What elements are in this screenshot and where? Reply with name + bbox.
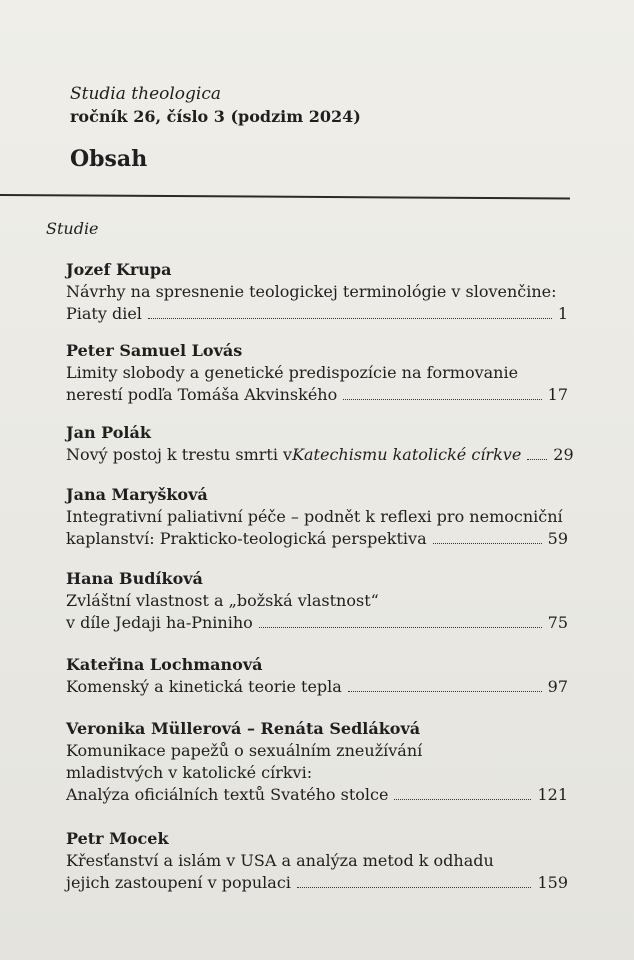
toc-entry[interactable] bbox=[66, 484, 568, 550]
dot-leader bbox=[527, 459, 547, 460]
dot-leader bbox=[259, 627, 542, 628]
dot-leader bbox=[148, 318, 552, 319]
entry-title-last bbox=[66, 303, 568, 325]
toc-entry[interactable] bbox=[66, 422, 574, 466]
toc-entry[interactable] bbox=[66, 654, 568, 698]
entry-title-text: Analýza oficiálních textů Svatého stolce bbox=[66, 785, 389, 804]
entry-title-line: Zvláštní vlastnost a „božská vlastnost“ bbox=[66, 591, 379, 610]
entry-page-number: 75 bbox=[547, 613, 568, 632]
entry-title-text: jejich zastoupení v populaci bbox=[66, 873, 291, 892]
entry-author: Jan Polák bbox=[66, 423, 151, 442]
entry-title-line: Limity slobody a genetické predispozície na formovanie bbox=[66, 363, 519, 382]
entry-page-number: 17 bbox=[547, 385, 568, 404]
toc-entry[interactable] bbox=[66, 718, 568, 806]
entry-author: Veronika Müllerová – Renáta Sedláková bbox=[66, 719, 421, 738]
entry-title-last bbox=[66, 384, 568, 406]
dot-leader bbox=[433, 543, 542, 544]
entry-page-number: 59 bbox=[547, 529, 568, 548]
entry-author: Jana Maryšková bbox=[66, 485, 208, 504]
toc-entry[interactable] bbox=[66, 340, 568, 406]
entry-title-last bbox=[66, 676, 568, 698]
issue-info: ročník 26, číslo 3 (podzim 2024) bbox=[70, 107, 361, 126]
entry-title-text: nerestí podľa Tomáša Akvinského bbox=[66, 385, 338, 404]
entry-author: Peter Samuel Lovás bbox=[66, 341, 243, 360]
entry-title-last bbox=[66, 612, 568, 634]
dot-leader bbox=[343, 399, 541, 400]
entry-title-text: kaplanství: Prakticko-teologická perspektiva bbox=[66, 529, 427, 548]
toc-entry[interactable] bbox=[66, 828, 568, 894]
entry-title-line: Návrhy na spresnenie teologickej terminológie v slovenčine: bbox=[66, 282, 557, 301]
entry-title-line: mladistvých v katolické církvi: bbox=[66, 763, 313, 782]
entry-page-number: 121 bbox=[537, 785, 568, 804]
section-heading: Studie bbox=[46, 219, 99, 238]
entry-title-text: Komenský a kinetická teorie tepla bbox=[66, 677, 342, 696]
entry-title-last bbox=[66, 872, 568, 894]
toc-entry[interactable] bbox=[66, 259, 568, 325]
journal-title: Studia theologica bbox=[70, 84, 222, 104]
toc-entry[interactable] bbox=[66, 568, 568, 634]
entry-author: Petr Mocek bbox=[66, 829, 169, 848]
contents-heading: Obsah bbox=[70, 146, 148, 172]
dot-leader bbox=[297, 887, 532, 888]
entry-page-number: 97 bbox=[547, 677, 568, 696]
entry-author: Jozef Krupa bbox=[66, 260, 172, 279]
entry-title-text: Piaty diel bbox=[66, 304, 142, 323]
entry-title-text: v díle Jedaji ha-Pniniho bbox=[66, 613, 253, 632]
entry-page-number: 29 bbox=[553, 445, 574, 464]
entry-title-line: Integrativní paliativní péče – podnět k reflexi pro nemocniční bbox=[66, 507, 563, 526]
entry-title-italic: Katechismu katolické církve bbox=[292, 445, 522, 464]
entry-title-last bbox=[66, 528, 568, 550]
dot-leader bbox=[394, 799, 531, 800]
divider bbox=[0, 194, 570, 199]
dot-leader bbox=[348, 691, 542, 692]
entry-title-last bbox=[66, 784, 568, 806]
entry-author: Hana Budíková bbox=[66, 569, 203, 588]
entry-title-line: Komunikace papežů o sexuálním zneužívání bbox=[66, 741, 423, 760]
entry-page-number: 1 bbox=[557, 304, 568, 323]
entry-author: Kateřina Lochmanová bbox=[66, 655, 263, 674]
entry-title-line: Křesťanství a islám v USA a analýza metod k odhadu bbox=[66, 851, 494, 870]
entry-title-text: Nový postoj k trestu smrti v bbox=[66, 445, 293, 464]
entry-page-number: 159 bbox=[537, 873, 568, 892]
entry-title-last bbox=[66, 444, 574, 466]
